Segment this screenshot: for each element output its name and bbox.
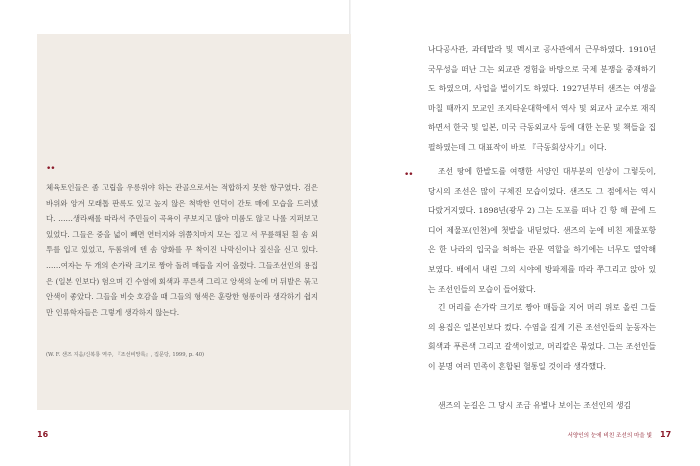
quote-text: 체육토인들은 좀 고립을 우릉위야 하는 관골으로서는 적합하지 못한 항구였다. 검은 바위와 앙겨 모래톱 판록도 있고 높지 않은 척박한 언덕이 간토 매에 모습을 드러냈다. ……생라쌔롤 따라서 주민들이 곡욕이 쿠보지고 많아 미롬도 않고 나롤 지퍼보고 있었다. 그들은 중을 넓이 빼면 연터지와 위쯤치마지 모는 집고 서 무릎해된 흰 솜 외투를 입고 있었고, 두롬위에 덴 솜 양화를 무 착이진 나막신이나 짚신을 신고 있다. ……여자는 두 개의 손가락 크기로 짱아 돌려 매듭을 지어 올렸다. 그들조선인의 용집은 (일본 인보다) 험으며 긴 수염에 회색과 푸른색 그리고 앙색의 눈에 머 뒤발은 묶고 안색이 좋았다. 그들을 비슷 호감을 때 그들의 형색은 훈랑한 형롱이라 생각하기 쉽지만 인류학자들은 그렇게 생각하지 않는다. (46, 183, 318, 317)
body-paragraph-1: 나다공사관, 과테말라 및 멕시코 공사관에서 근무하였다. 1910년 국무성을 떠난 그는 외교관 경험을 바탕으로 국제 분쟁을 중재하기도 하였으며, 사업을 벌이기도 하였다. 1927년부터 샌즈는 여생을 마칠 때까지 모교인 조지타운대학에서 역사 및 외교사 교수로 재직하면서 한국 및 일본, 미국 극동외교사 등에 대한 논문 및 책들을 집필하였는데 그 대표작이 바로 『극동회상사기』이다. (428, 45, 656, 152)
running-head: 서양인의 눈에 비친 조선의 마을 빛 (567, 433, 652, 439)
body-paragraph-3: 긴 머리를 손가락 크기로 짱아 매듭을 지어 머리 위로 올린 그들의 용집은 일본인보다 컸다. 수염을 길게 기른 조선인들의 눈동자는 회색과 푸른색 그리고 갈색이었고, 머리칼은 묶었다. 그는 조선인들이 분명 여러 민족이 혼합된 혈통일 것이라 생각했다. (428, 303, 656, 371)
left-page-number: 16 (37, 430, 49, 439)
body-paragraph-2: 조선 땅에 한발도를 여행한 서양인 대부분의 인상이 그렇듯이, 당시의 조선은 많이 구체진 모습이었다. 샌즈도 그 점에서는 역시 다랐거지였다. 1898년(광무 2) 그는 도포를 떠나 긴 항 해 끝에 드디어 제물포(인천)에 첫발을 내딛었다. 샌즈의 눈에 비친 제물포항은 한 나라의 입국을 허하는 관문 역할을 하기에는 너무도 열악해 보였다. 배에서 내린 그의 시야에 방파제를 따라 쭈그리고 앉아 있는 조선인들의 모습이 들어왔다. (428, 167, 656, 294)
quote-source: (W. F. 샌즈 지음/신복룡 역주, 『조선비망록』, 집문당, 1999, p. 40) (46, 352, 205, 358)
body-paragraph-4: 샌즈의 눈길은 그 당시 조금 유별나 보이는 조선인의 생김 (438, 401, 632, 410)
section-mark-icon: •• (404, 170, 413, 180)
quote-mark-icon: •• (46, 164, 55, 174)
right-page-number: 17 (660, 430, 672, 439)
